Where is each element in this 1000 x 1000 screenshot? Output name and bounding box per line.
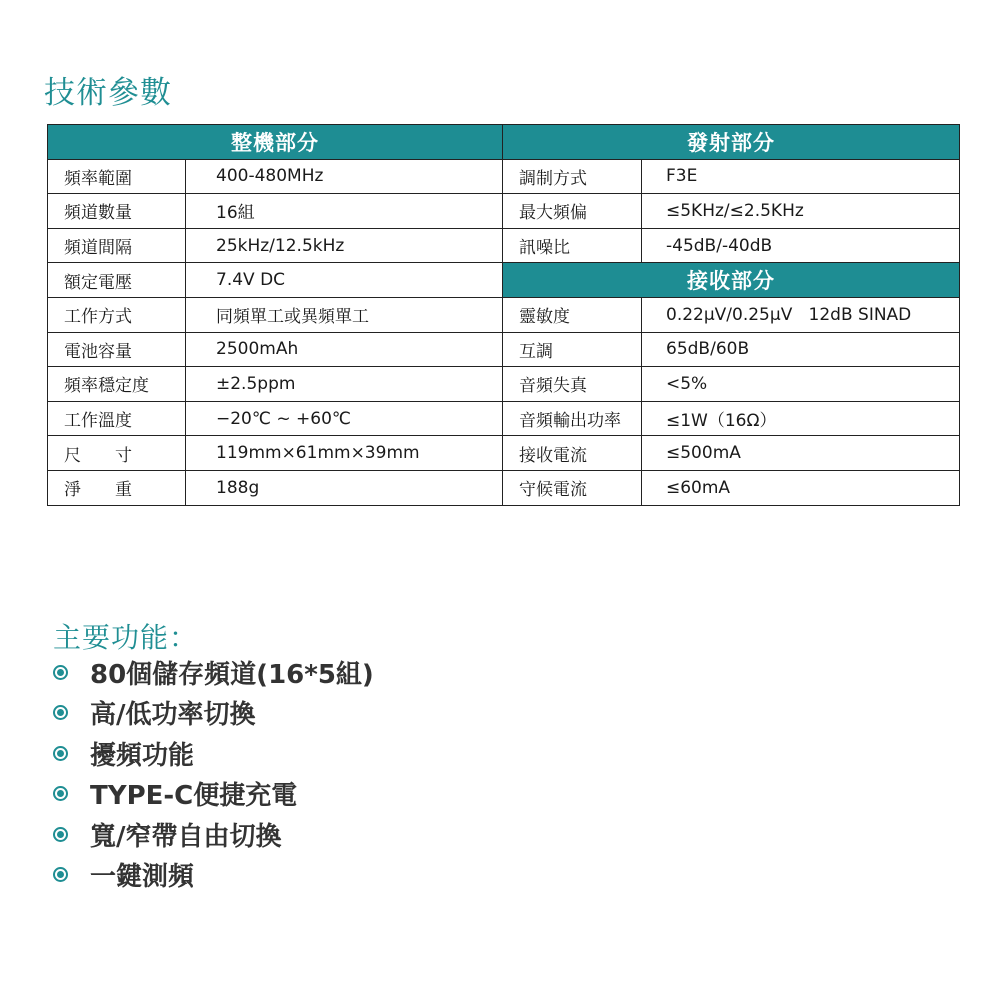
header-whole-unit: 整機部分 <box>48 125 503 160</box>
circle-dot-icon <box>53 786 68 801</box>
spec-label: 淨 重 <box>48 470 186 505</box>
spec-label: 音頻輸出功率 <box>503 401 642 436</box>
spec-label: 尺 寸 <box>48 436 186 471</box>
feature-list <box>53 652 374 895</box>
spec-value: ≤500mA <box>642 436 960 471</box>
spec-label: 頻率範圍 <box>48 159 186 194</box>
spec-value: 25kHz/12.5kHz <box>186 228 503 263</box>
list-item <box>53 733 374 774</box>
list-item <box>53 693 374 734</box>
table-header-row <box>48 125 960 160</box>
table-row <box>48 401 960 436</box>
spec-label: 音頻失真 <box>503 367 642 402</box>
spec-value: ±2.5ppm <box>186 367 503 402</box>
table-row <box>48 263 960 298</box>
spec-label: 靈敏度 <box>503 297 642 332</box>
spec-table <box>47 124 960 506</box>
header-receive: 接收部分 <box>503 263 960 298</box>
spec-label: 守候電流 <box>503 470 642 505</box>
spec-label: 工作溫度 <box>48 401 186 436</box>
table-row <box>48 194 960 229</box>
feature-text: 高/低功率切換 <box>90 700 256 731</box>
feature-text: 擾頻功能 <box>90 740 195 771</box>
spec-value: −20℃ ~ +60℃ <box>186 401 503 436</box>
circle-dot-icon <box>53 665 68 680</box>
spec-label: 調制方式 <box>503 159 642 194</box>
spec-value: ≤5KHz/≤2.5KHz <box>642 194 960 229</box>
spec-label: 工作方式 <box>48 297 186 332</box>
feature-text: 一鍵測頻 <box>90 862 195 893</box>
circle-dot-icon <box>53 827 68 842</box>
spec-value: <5% <box>642 367 960 402</box>
spec-value: 65dB/60B <box>642 332 960 367</box>
spec-value: 188g <box>186 470 503 505</box>
spec-value: -45dB/-40dB <box>642 228 960 263</box>
spec-value: 2500mAh <box>186 332 503 367</box>
spec-label: 電池容量 <box>48 332 186 367</box>
list-item <box>53 814 374 855</box>
spec-value: ≤60mA <box>642 470 960 505</box>
table-row <box>48 332 960 367</box>
spec-label: 頻道數量 <box>48 194 186 229</box>
circle-dot-icon <box>53 867 68 882</box>
spec-value: 0.22μV/0.25μV 12dB SINAD <box>642 297 960 332</box>
page-title: 技術參數 <box>44 74 172 111</box>
spec-value: 7.4V DC <box>186 263 503 298</box>
table-row <box>48 436 960 471</box>
list-item <box>53 652 374 693</box>
circle-dot-icon <box>53 705 68 720</box>
spec-value: 119mm×61mm×39mm <box>186 436 503 471</box>
spec-label: 互調 <box>503 332 642 367</box>
table-row <box>48 297 960 332</box>
spec-label: 接收電流 <box>503 436 642 471</box>
spec-label: 頻道間隔 <box>48 228 186 263</box>
list-item <box>53 855 374 896</box>
feature-text: 寬/窄帶自由切換 <box>90 821 282 852</box>
table-row <box>48 367 960 402</box>
header-transmit: 發射部分 <box>503 125 960 160</box>
spec-value: F3E <box>642 159 960 194</box>
spec-label: 訊噪比 <box>503 228 642 263</box>
spec-value: 16組 <box>186 194 503 229</box>
table-row <box>48 159 960 194</box>
feature-text: TYPE-C便捷充電 <box>90 781 298 812</box>
list-item <box>53 774 374 815</box>
table-row <box>48 470 960 505</box>
spec-label: 額定電壓 <box>48 263 186 298</box>
spec-label: 頻率穩定度 <box>48 367 186 402</box>
table-row <box>48 228 960 263</box>
features-title: 主要功能： <box>53 621 199 655</box>
feature-text: 80個儲存頻道(16*5組) <box>90 659 374 690</box>
spec-value: 同頻單工或異頻單工 <box>186 297 503 332</box>
spec-value: ≤1W（16Ω） <box>642 401 960 436</box>
circle-dot-icon <box>53 746 68 761</box>
spec-value: 400-480MHz <box>186 159 503 194</box>
spec-label: 最大頻偏 <box>503 194 642 229</box>
